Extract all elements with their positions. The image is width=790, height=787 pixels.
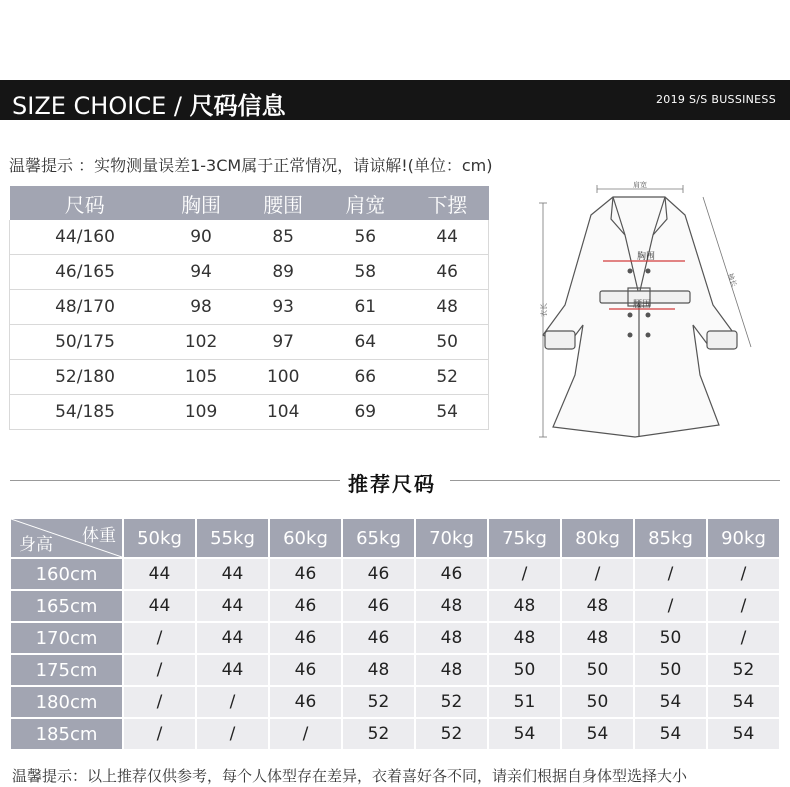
recommended-size-cell: 48 — [343, 655, 414, 685]
coat-illustration — [525, 175, 755, 445]
recommended-size-cell: 50 — [562, 687, 633, 717]
shoulder-header: 肩宽 — [324, 186, 406, 220]
chest-cell: 102 — [160, 325, 242, 360]
recommended-size-cell: / — [124, 687, 195, 717]
height-header: 175cm — [11, 655, 122, 685]
height-header: 160cm — [11, 559, 122, 589]
shoulder-cell: 56 — [324, 220, 406, 255]
chest-cell: 98 — [160, 290, 242, 325]
size-cell: 44/160 — [10, 220, 161, 255]
recommended-size-cell: 48 — [416, 655, 487, 685]
recommended-size-cell: 54 — [635, 719, 706, 749]
recommended-size-cell: / — [489, 559, 560, 589]
weight-header: 60kg — [270, 519, 341, 557]
recommended-size-cell: / — [197, 687, 268, 717]
size-header: 尺码 — [10, 186, 161, 220]
corner-cell — [11, 519, 122, 557]
length-label: 衣长 — [540, 303, 548, 317]
recommended-size-cell: 50 — [489, 655, 560, 685]
recommended-size-cell: 46 — [270, 655, 341, 685]
recommended-size-cell: 44 — [197, 623, 268, 653]
recommended-size-cell: 54 — [562, 719, 633, 749]
hem-cell: 44 — [406, 220, 488, 255]
weight-header: 55kg — [197, 519, 268, 557]
recommend-row — [11, 719, 779, 749]
coat-diagram — [525, 175, 755, 445]
recommended-size-cell: 50 — [562, 655, 633, 685]
size-cell: 48/170 — [10, 290, 161, 325]
size-cell: 46/165 — [10, 255, 161, 290]
size-table-row — [10, 325, 489, 360]
size-cell: 50/175 — [10, 325, 161, 360]
size-cell: 52/180 — [10, 360, 161, 395]
header-bar — [0, 80, 790, 120]
hem-cell: 52 — [406, 360, 488, 395]
recommended-size-cell: 48 — [416, 591, 487, 621]
recommended-size-cell: / — [270, 719, 341, 749]
recommended-size-cell: 54 — [489, 719, 560, 749]
hem-cell: 50 — [406, 325, 488, 360]
recommended-size-cell: 48 — [489, 591, 560, 621]
waist-cell: 89 — [242, 255, 324, 290]
waist-cell: 104 — [242, 395, 324, 430]
hem-cell: 54 — [406, 395, 488, 430]
height-header: 170cm — [11, 623, 122, 653]
waist-label: 腰围 — [633, 300, 652, 310]
recommended-size-cell: 51 — [489, 687, 560, 717]
recommended-size-cell: 46 — [343, 559, 414, 589]
recommendation-note: 温馨提示：以上推荐仅供参考，每个人体型存在差异，衣着喜好各不同，请亲们根据自身体型选择大小 — [12, 767, 688, 785]
height-axis-label: 身高 — [19, 535, 53, 555]
recommended-size-cell: / — [635, 559, 706, 589]
recommended-size-cell: 50 — [635, 655, 706, 685]
shoulder-cell: 64 — [324, 325, 406, 360]
recommend-row — [11, 687, 779, 717]
recommend-row — [11, 655, 779, 685]
recommend-row — [11, 591, 779, 621]
weight-header: 85kg — [635, 519, 706, 557]
chest-cell: 109 — [160, 395, 242, 430]
season-tag: 2019 S/S BUSSINESS — [655, 93, 776, 106]
recommended-size-cell: / — [124, 623, 195, 653]
recommend-title: 推荐尺码 — [348, 472, 436, 496]
shoulder-cell: 66 — [324, 360, 406, 395]
recommended-size-cell: 44 — [197, 591, 268, 621]
recommended-size-cell: 44 — [124, 591, 195, 621]
measurement-note: 温馨提示 ：实物测量误差1-3CM属于正常情况，请谅解!(单位：cm) — [9, 156, 493, 175]
recommended-size-cell: / — [562, 559, 633, 589]
recommended-size-cell: / — [124, 655, 195, 685]
recommended-size-cell: 48 — [562, 623, 633, 653]
size-cell: 54/185 — [10, 395, 161, 430]
size-table-row — [10, 395, 489, 430]
weight-axis-label: 体重 — [82, 526, 116, 546]
size-table-row — [10, 290, 489, 325]
recommended-size-cell: / — [708, 559, 779, 589]
recommend-row — [11, 623, 779, 653]
height-header: 185cm — [11, 719, 122, 749]
recommended-size-cell: 48 — [489, 623, 560, 653]
weight-header: 70kg — [416, 519, 487, 557]
waist-cell: 97 — [242, 325, 324, 360]
recommended-size-cell: / — [197, 719, 268, 749]
shoulder-cell: 69 — [324, 395, 406, 430]
weight-header: 65kg — [343, 519, 414, 557]
recommend-table — [9, 517, 781, 751]
recommended-size-cell: 54 — [708, 719, 779, 749]
recommended-size-cell: 52 — [708, 655, 779, 685]
recommended-size-cell: 48 — [416, 623, 487, 653]
recommend-row — [11, 559, 779, 589]
size-table-row — [10, 255, 489, 290]
waist-cell: 93 — [242, 290, 324, 325]
recommended-size-cell: 44 — [124, 559, 195, 589]
chest-cell: 94 — [160, 255, 242, 290]
size-table-row — [10, 360, 489, 395]
recommended-size-cell: 52 — [343, 719, 414, 749]
waist-cell: 85 — [242, 220, 324, 255]
recommended-size-cell: / — [708, 591, 779, 621]
recommended-size-cell: 46 — [270, 687, 341, 717]
recommended-size-cell: 52 — [416, 687, 487, 717]
chest-cell: 90 — [160, 220, 242, 255]
weight-header: 90kg — [708, 519, 779, 557]
recommended-size-cell: 46 — [343, 591, 414, 621]
size-table-row — [10, 220, 489, 255]
recommended-size-cell: 46 — [270, 623, 341, 653]
title-separator: / — [166, 92, 190, 120]
recommended-size-cell: / — [124, 719, 195, 749]
weight-header: 50kg — [124, 519, 195, 557]
waist-cell: 100 — [242, 360, 324, 395]
title-english: SIZE CHOICE — [12, 92, 167, 120]
hem-cell: 46 — [406, 255, 488, 290]
recommended-size-cell: 52 — [416, 719, 487, 749]
title-rule-right — [450, 480, 780, 481]
recommended-size-cell: 46 — [270, 591, 341, 621]
shoulder-cell: 61 — [324, 290, 406, 325]
recommended-size-cell: 54 — [635, 687, 706, 717]
recommended-size-cell: / — [708, 623, 779, 653]
recommended-size-cell: 44 — [197, 559, 268, 589]
title-rule-left — [10, 480, 340, 481]
waist-header: 腰围 — [242, 186, 324, 220]
recommended-size-cell: 52 — [343, 687, 414, 717]
shoulder-label: 肩宽 — [633, 181, 647, 189]
size-table-header-row — [10, 186, 489, 220]
recommended-size-cell: 48 — [562, 591, 633, 621]
recommended-size-cell: 54 — [708, 687, 779, 717]
size-table — [9, 186, 489, 430]
recommended-size-cell: / — [635, 591, 706, 621]
sleeve-label: 袖长 — [726, 272, 738, 288]
page-title — [12, 86, 286, 121]
recommended-size-cell: 44 — [197, 655, 268, 685]
height-header: 180cm — [11, 687, 122, 717]
recommend-header-row — [11, 519, 779, 557]
hem-header: 下摆 — [406, 186, 488, 220]
title-chinese: 尺码信息 — [189, 92, 286, 120]
chest-header: 胸围 — [160, 186, 242, 220]
chest-cell: 105 — [160, 360, 242, 395]
recommended-size-cell: 46 — [343, 623, 414, 653]
shoulder-cell: 58 — [324, 255, 406, 290]
weight-header: 80kg — [562, 519, 633, 557]
height-header: 165cm — [11, 591, 122, 621]
weight-header: 75kg — [489, 519, 560, 557]
chest-label: 胸围 — [637, 252, 656, 262]
hem-cell: 48 — [406, 290, 488, 325]
recommended-size-cell: 50 — [635, 623, 706, 653]
recommended-size-cell: 46 — [416, 559, 487, 589]
recommended-size-cell: 46 — [270, 559, 341, 589]
